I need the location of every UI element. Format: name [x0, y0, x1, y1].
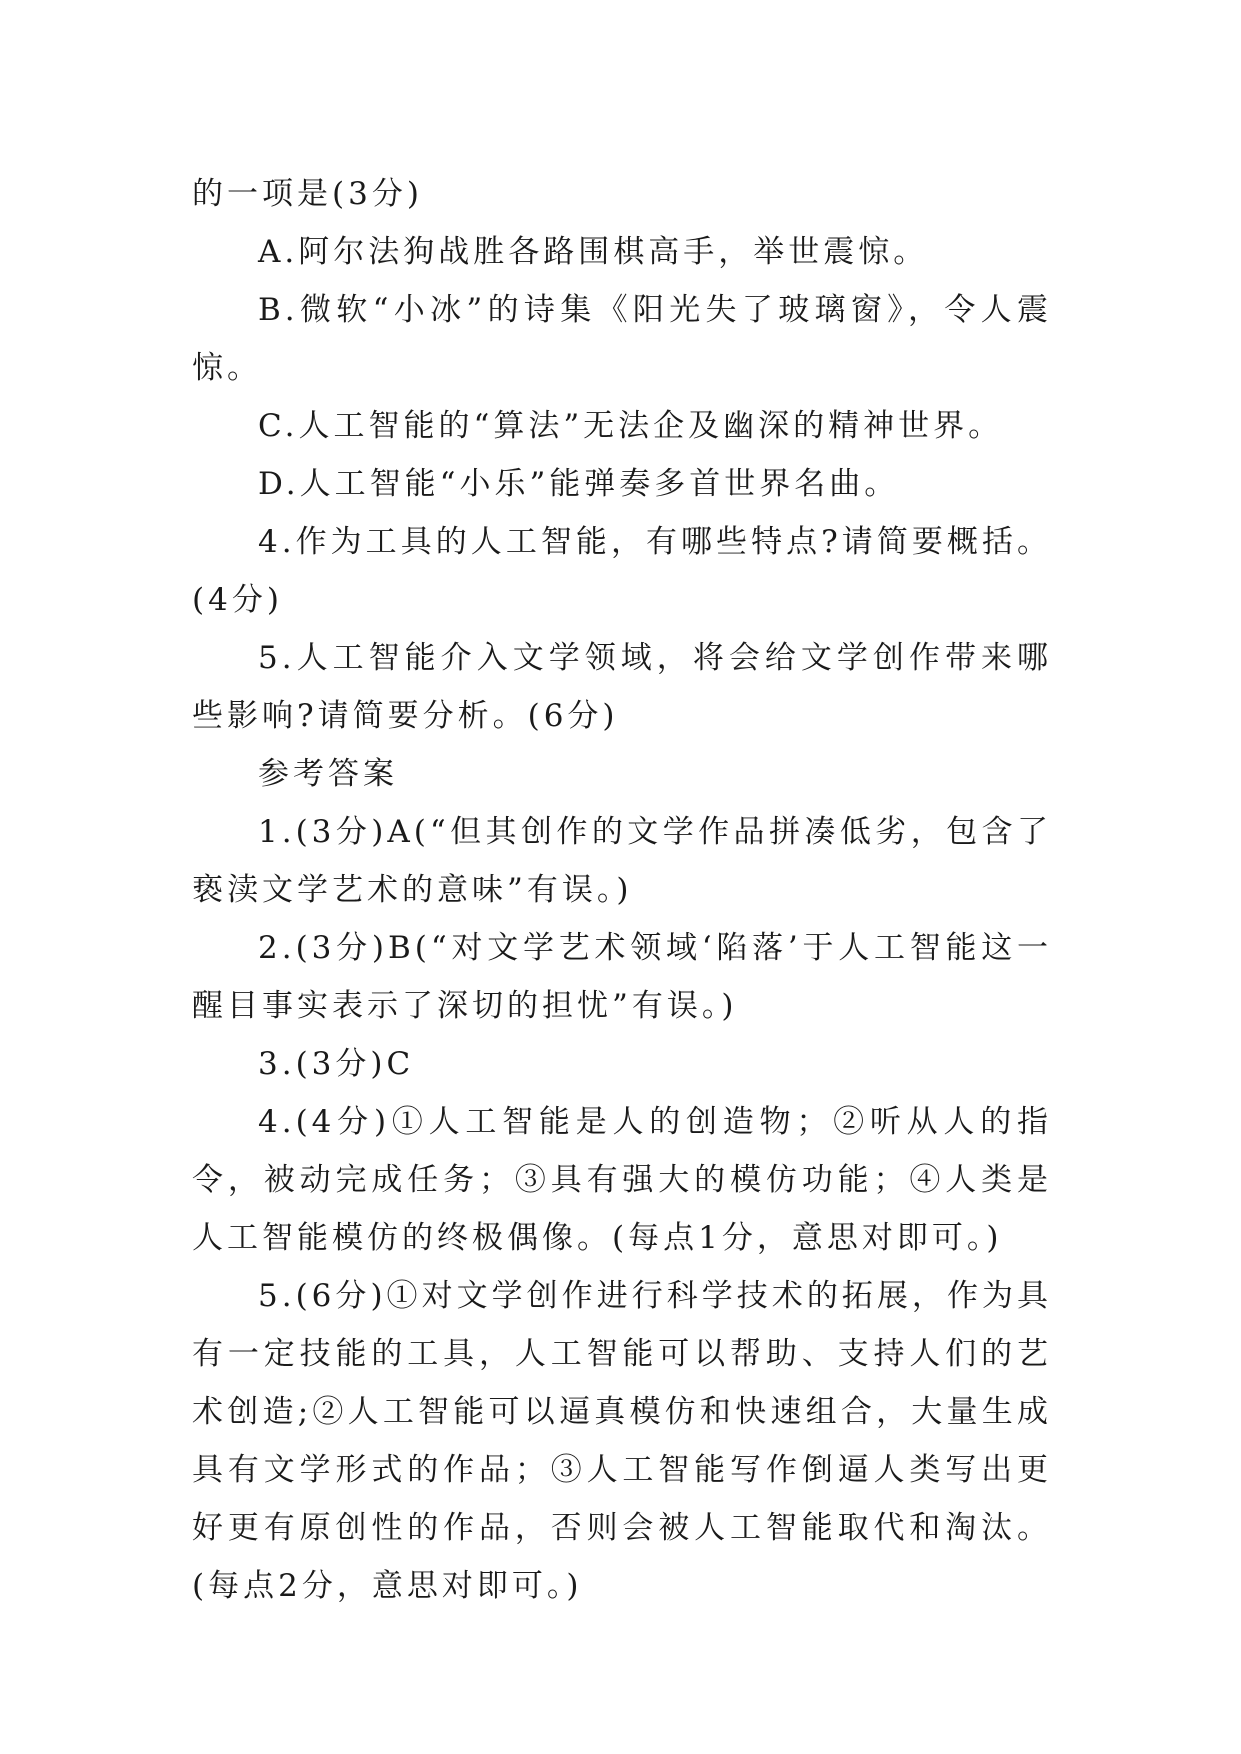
option-b: B.微软“小冰”的诗集《阳光失了玻璃窗》，令人震惊。	[192, 292, 1052, 386]
option-d: D.人工智能“小乐”能弹奏多首世界名曲。	[258, 466, 900, 502]
answer-heading: 参考答案	[258, 756, 398, 792]
answer-3: 3.(3分)C	[258, 1046, 415, 1082]
question-4: 4.作为工具的人工智能，有哪些特点?请简要概括。(4分)	[192, 524, 1052, 618]
option-a: A.阿尔法狗战胜各路围棋高手，举世震惊。	[258, 234, 929, 270]
option-c: C.人工智能的“算法”无法企及幽深的精神世界。	[258, 408, 1004, 444]
question-5: 5.人工智能介入文学领域，将会给文学创作带来哪些影响?请简要分析。(6分)	[192, 640, 1052, 734]
document-page	[192, 165, 1052, 1615]
answer-2: 2.(3分)B(“对文学艺术领域‘陷落’于人工智能这一醒目事实表示了深切的担忧”有误。)	[192, 930, 1052, 1024]
question-stem-tail: 的一项是(3分)	[192, 176, 423, 212]
answer-4: 4.(4分)①人工智能是人的创造物；②听从人的指令，被动完成任务；③具有强大的模仿功能；④人类是人工智能模仿的终极偶像。(每点1分，意思对即可。)	[192, 1104, 1052, 1256]
answer-1: 1.(3分)A(“但其创作的文学作品拼凑低劣，包含了亵渎文学艺术的意味”有误。)	[192, 814, 1052, 908]
answer-5: 5.(6分)①对文学创作进行科学技术的拓展，作为具有一定技能的工具，人工智能可以帮助、支持人们的艺术创造;②人工智能可以逼真模仿和快速组合，大量生成具有文学形式的作品；③人工智能写作倒逼人类写出更好更有原创性的作品，否则会被人工智能取代和淘汰。(每点2分，意思对即可。)	[192, 1278, 1052, 1604]
